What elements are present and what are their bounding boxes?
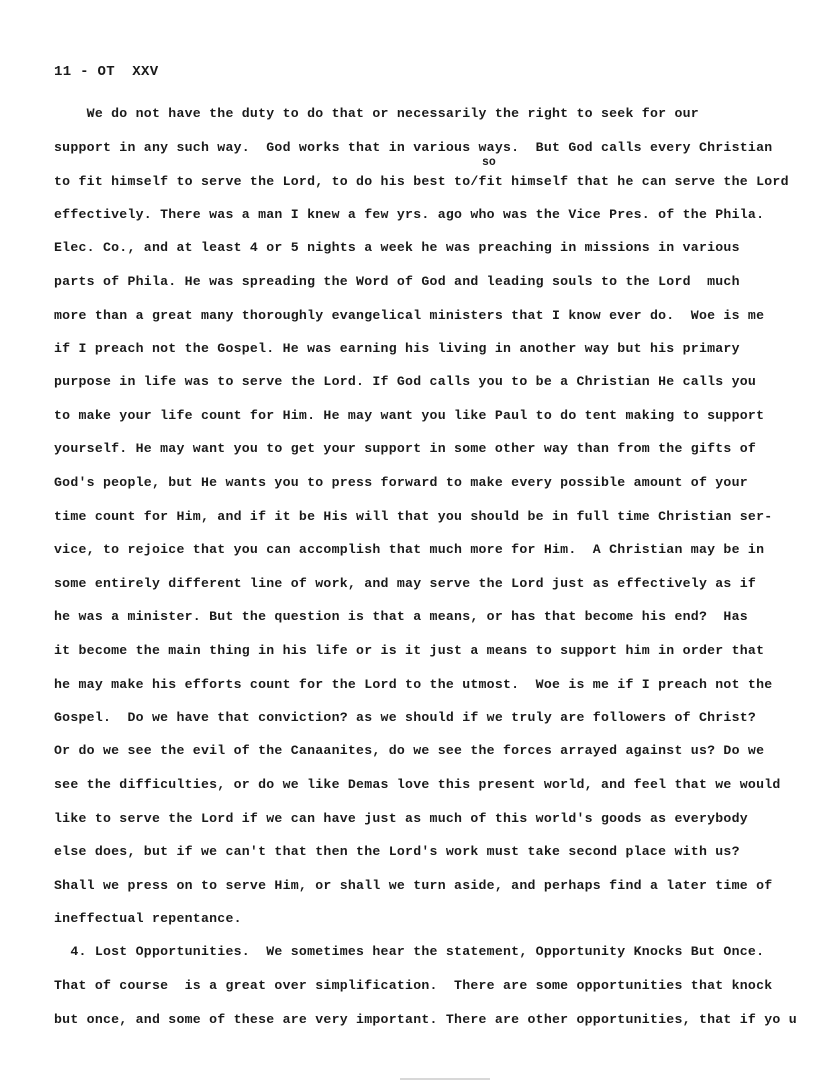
page-header: 11 - OT XXV xyxy=(54,64,159,80)
text-line: more than a great many thoroughly evangelical ministers that I know ever do. Woe is me xyxy=(54,308,765,323)
text-line: he was a minister. But the question is that a means, or has that become his end? Has xyxy=(54,609,748,624)
text-line: That of course is a great over simplification. There are some opportunities that knock xyxy=(54,978,773,993)
text-line: parts of Phila. He was spreading the Word of God and leading souls to the Lord much xyxy=(54,274,740,289)
interlinear-insertion: so xyxy=(482,156,496,169)
text-line: We do not have the duty to do that or necessarily the right to seek for our xyxy=(54,106,699,121)
text-line: it become the main thing in his life or is it just a means to support him in order that xyxy=(54,643,765,658)
text-line: like to serve the Lord if we can have just as much of this world's goods as everybody xyxy=(54,811,748,826)
text-line: to fit himself to serve the Lord, to do his best to/fit himself that he can serve the Lord xyxy=(54,174,789,189)
text-line: he may make his efforts count for the Lord to the utmost. Woe is me if I preach not the xyxy=(54,677,773,692)
bottom-scan-mark xyxy=(400,1078,490,1080)
text-line: Shall we press on to serve Him, or shall we turn aside, and perhaps find a later time of xyxy=(54,878,773,893)
text-line: but once, and some of these are very important. There are other opportunities, that if yo u xyxy=(54,1012,797,1027)
text-line: effectively. There was a man I knew a few yrs. ago who was the Vice Pres. of the Phila. xyxy=(54,207,765,222)
text-line: 4. Lost Opportunities. We sometimes hear the statement, Opportunity Knocks But Once. xyxy=(54,944,765,959)
text-line: Gospel. Do we have that conviction? as we should if we truly are followers of Christ? xyxy=(54,710,757,725)
text-line: God's people, but He wants you to press forward to make every possible amount of your xyxy=(54,475,748,490)
text-line: to make your life count for Him. He may want you like Paul to do tent making to support xyxy=(54,408,765,423)
text-line: see the difficulties, or do we like Demas love this present world, and feel that we would xyxy=(54,777,781,792)
text-line: if I preach not the Gospel. He was earning his living in another way but his primary xyxy=(54,341,740,356)
text-line: support in any such way. God works that in various ways. But God calls every Christian xyxy=(54,140,773,155)
text-line: some entirely different line of work, and may serve the Lord just as effectively as if xyxy=(54,576,757,591)
text-line: ineffectual repentance. xyxy=(54,911,242,926)
text-line: Or do we see the evil of the Canaanites, do we see the forces arrayed against us? Do we xyxy=(54,743,765,758)
text-line: Elec. Co., and at least 4 or 5 nights a week he was preaching in missions in various xyxy=(54,240,740,255)
text-line: purpose in life was to serve the Lord. If God calls you to be a Christian He calls you xyxy=(54,374,757,389)
text-line: else does, but if we can't that then the Lord's work must take second place with us? xyxy=(54,844,740,859)
text-line: yourself. He may want you to get your support in some other way than from the gifts of xyxy=(54,441,757,456)
text-line: vice, to rejoice that you can accomplish that much more for Him. A Christian may be in xyxy=(54,542,765,557)
text-line: time count for Him, and if it be His will that you should be in full time Christian ser- xyxy=(54,509,773,524)
